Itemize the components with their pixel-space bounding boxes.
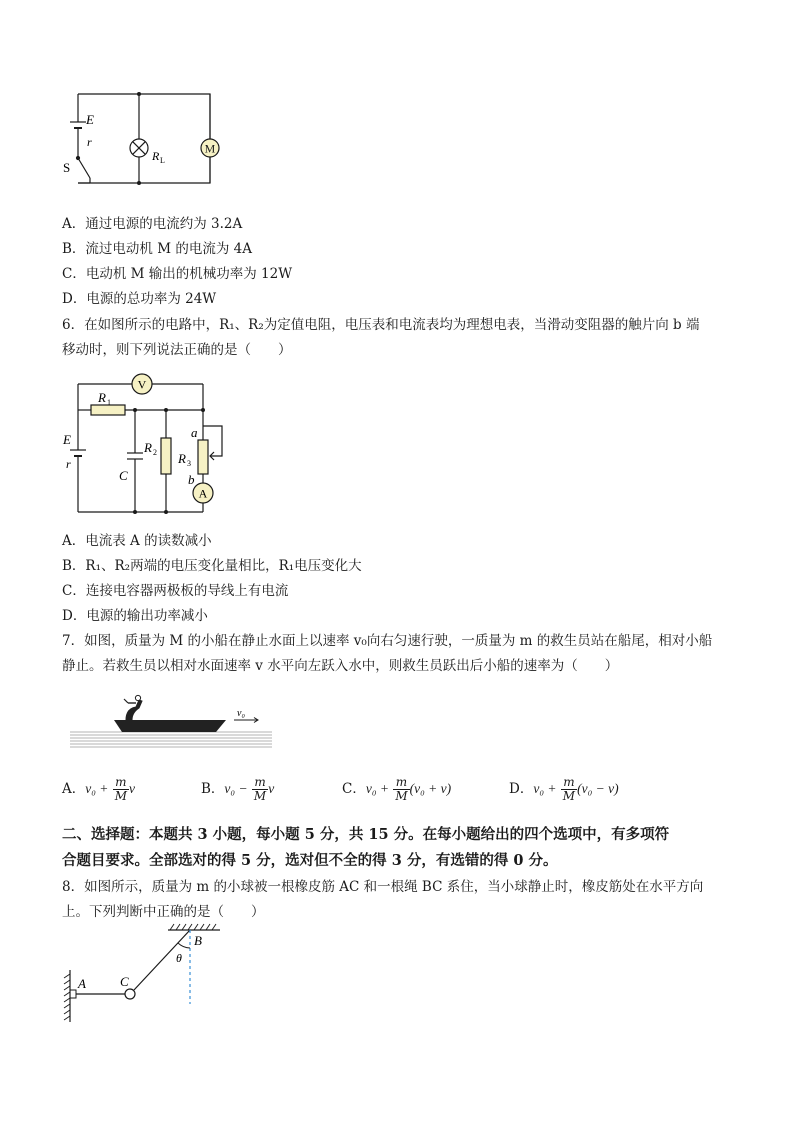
q7-option-c[interactable]: C．v₀ + $\frac{m}{M}$ (v₀ + v) (342, 775, 452, 803)
lamp-label: R (152, 149, 160, 163)
r1-label: R (98, 390, 106, 405)
q5-option-c[interactable]: C．电动机 M 输出的机械功率为 12W (62, 266, 293, 282)
q7-boat-figure (66, 694, 276, 752)
r1-label-sub: 1 (107, 398, 111, 407)
q6-stem-line2: 移动时，则下列说法正确的是（ ） (62, 342, 292, 358)
boat-hull (114, 720, 226, 732)
emf-label: E (86, 112, 94, 127)
lamp-label-sub: L (160, 156, 165, 165)
q5-option-d[interactable]: D．电源的总功率为 24W (62, 291, 217, 307)
point-c-label: C (120, 974, 129, 989)
point-b-label: B (194, 933, 202, 948)
lifeguard-figure (124, 695, 142, 720)
r3-label: R (178, 451, 186, 466)
point-a-label: A (78, 976, 86, 991)
q7-stem-line2: 静止。若救生员以相对水面速率 v 水平向左跃入水中，则救生员跃出后小船的速率为（ ） (62, 658, 619, 674)
q5-option-a[interactable]: A．通过电源的电流约为 3.2A (62, 216, 243, 232)
motor-label: M (204, 141, 216, 156)
motor-symbol (201, 139, 219, 157)
lamp-symbol (130, 139, 148, 157)
q7-option-b[interactable]: B．v₀ − $\frac{m}{M}$ v (201, 775, 275, 803)
capacitor-label: C (119, 468, 128, 483)
voltmeter-label: V (137, 377, 147, 392)
q5-circuit-diagram (60, 86, 230, 190)
section2-heading-line1: 二、选择题：本题共 3 小题，每小题 5 分，共 15 分。在每小题给出的四个选项中，有多项符 (62, 826, 670, 843)
theta-arc (178, 943, 190, 948)
theta-label: θ (176, 951, 182, 965)
q8-stem-line2: 上。下列判断中正确的是（ ） (62, 904, 265, 920)
q6-r-label: r (66, 457, 71, 471)
voltmeter-symbol (132, 374, 152, 394)
q7-option-a[interactable]: A．v₀ + $\frac{m}{M}$ v (62, 775, 136, 803)
r2-label-sub: 2 (153, 448, 157, 457)
q6-option-b[interactable]: B．R₁、R₂两端的电压变化量相比，R₁电压变化大 (62, 558, 362, 574)
q5-option-b[interactable]: B．流过电动机 M 的电流为 4A (62, 241, 252, 257)
r3-label-sub: 3 (187, 459, 191, 468)
section2-heading-line2: 合题目要求。全部选对的得 5 分，选对但不全的得 3 分，有选错的得 0 分。 (62, 852, 558, 869)
q6-option-a[interactable]: A．电流表 A 的读数减小 (62, 533, 212, 549)
switch-label: S (63, 160, 71, 175)
internal-resistance-label: r (87, 135, 92, 149)
q7-option-d[interactable]: D．v₀ + $\frac{m}{M}$ (v₀ − v) (509, 775, 619, 803)
q6-stem-line1: 6．在如图所示的电路中，R₁、R₂为定值电阻，电压表和电流表均为理想电表，当滑动变阻器的触片向 b 端 (62, 317, 700, 333)
v0-label: v₀ (237, 708, 245, 719)
r2-label: R (144, 440, 152, 455)
q7-stem-line1: 7．如图，质量为 M 的小船在静止水面上以速率 v₀向右匀速行驶，一质量为 m 的救生员站在船尾，相对小船 (62, 633, 713, 649)
q6-circuit-diagram (60, 368, 250, 518)
ball (125, 989, 135, 999)
r3-rheostat (198, 440, 208, 474)
q8-stem-line1: 8．如图所示，质量为 m 的小球被一根橡皮筋 AC 和一根绳 BC 系住，当小球静止时，橡皮筋处在水平方向 (62, 879, 704, 895)
ammeter-label: A (198, 486, 208, 501)
q6-emf-label: E (63, 432, 71, 447)
terminal-b-label: b (188, 472, 195, 487)
r2-resistor (161, 438, 171, 474)
terminal-a-label: a (191, 425, 198, 440)
q8-figure (62, 922, 232, 1028)
ammeter-symbol (193, 483, 213, 503)
q6-option-c[interactable]: C．连接电容器两极板的导线上有电流 (62, 583, 289, 599)
q6-option-d[interactable]: D．电源的输出功率减小 (62, 608, 208, 624)
